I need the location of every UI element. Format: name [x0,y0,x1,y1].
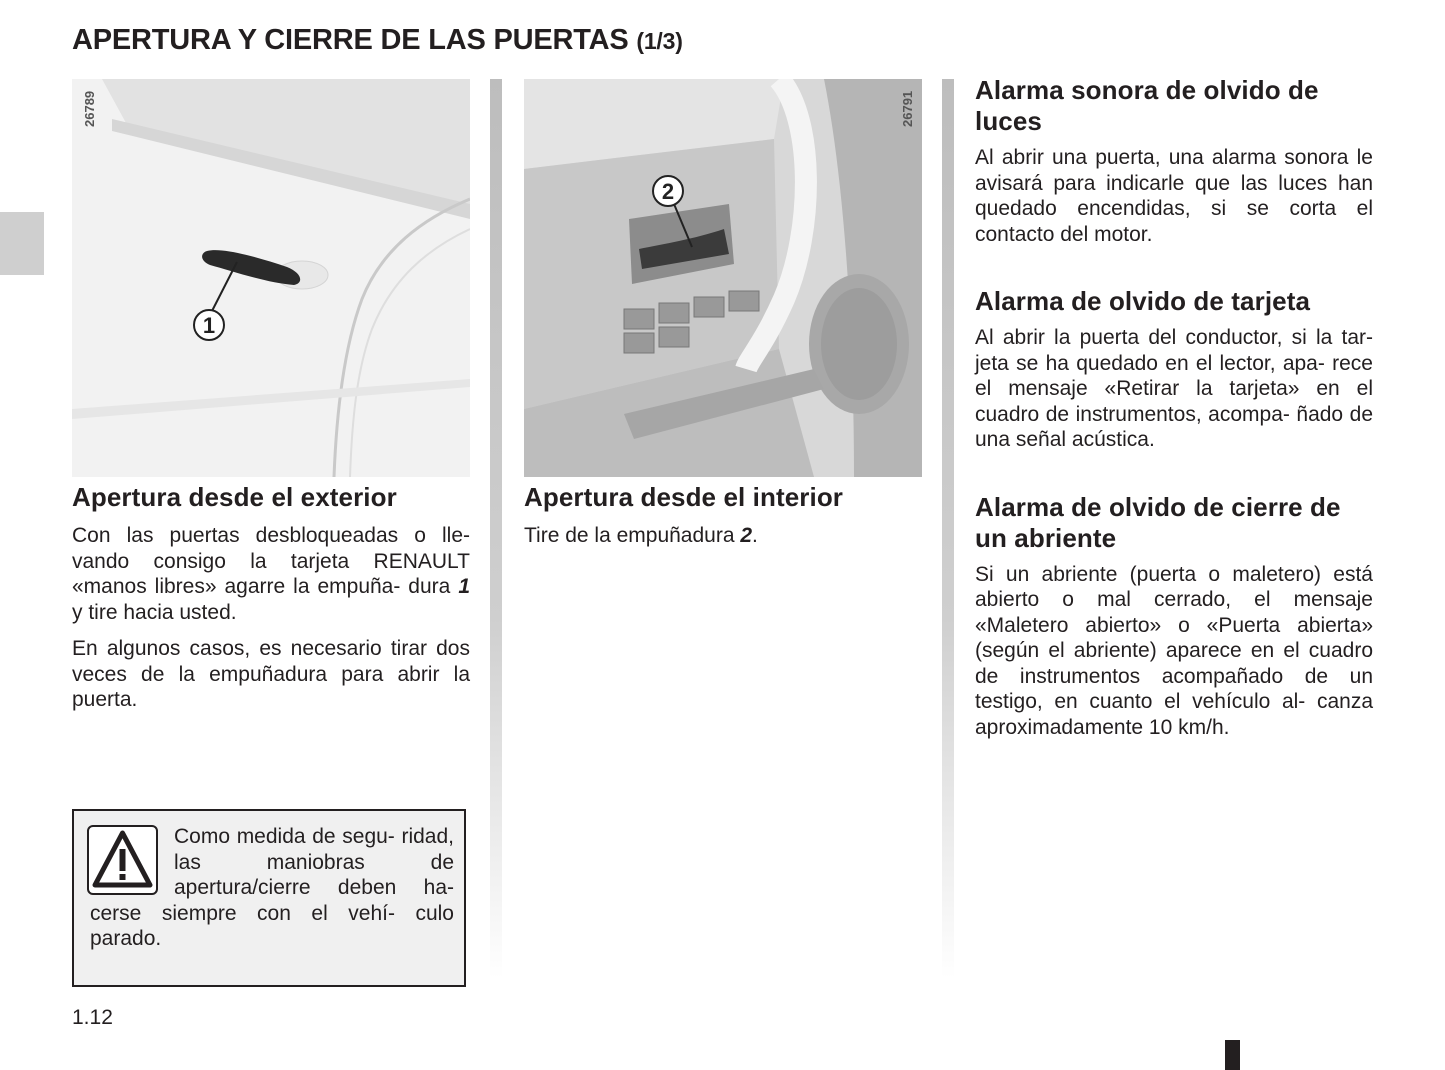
section-heading: Alarma de olvido de cierre de un abriente [975,491,1341,553]
paragraph-text: Con las puertas desbloqueadas o lle- vando consigo la tarjeta RENAULT «manos libres» agarre la empuña- dura [72,524,470,598]
warning-text-block [90,824,454,952]
exterior-opening-section [72,482,470,713]
column-divider [942,79,954,979]
icon-spacer [90,824,174,900]
handle-reference: 2 [740,524,753,547]
alarm-section [975,492,1373,741]
exterior-door-photo [72,79,470,477]
figure-ref-number: 26789 [82,90,97,127]
page-title-text: APERTURA Y CIERRE DE LAS PUERTAS [72,24,629,56]
page-number: 1.12 [72,1006,113,1029]
alarm-section [975,75,1373,247]
page-title [72,24,683,57]
section-heading: Alarma sonora de olvido de luces [975,75,1319,136]
column-divider [490,79,502,979]
section-heading: Apertura desde el interior [524,482,844,512]
section-paragraph: Al abrir la puerta del conductor, si la tar- jeta se ha quedado en el lector, apa- rece el mensaje «Retirar la tarjeta» en el cuadro de instrumentos, acompa- ñado de una señal acústica. [975,326,1373,451]
handle-reference: 1 [458,575,470,598]
callout-1: 1 [202,313,216,338]
section-paragraph [72,523,470,625]
interior-door-illustration [524,79,922,477]
alarms-column [975,75,1373,761]
paragraph-text: Tire de la empuñadura [524,524,741,547]
figure-ref-number: 26791 [900,90,915,127]
alarm-section [975,286,1373,453]
section-paragraph: Si un abriente (puerta o maletero) está abierto o mal cerrado, el mensaje «Maletero abierto» o «Puerta abierta» (según el abriente) aparece en el cuadro de instrumentos acompañado de un testigo, en cuanto el vehículo al- canza aproximadamente 10 km/h. [975,562,1373,739]
page-part-indicator: (1/3) [636,28,683,54]
paragraph-text: y tire hacia usted. [72,600,237,624]
section-paragraph: Al abrir una puerta, una alarma sonora le avisará para indicarle que las luces han quedado encendidas, si se corta el contacto del motor. [975,146,1373,246]
page-edge-mark [1225,1040,1240,1070]
section-paragraph [524,523,922,549]
safety-warning-box [72,809,466,987]
section-heading: Alarma de olvido de tarjeta [975,286,1311,316]
warning-text: Como medida de segu- ridad, las maniobras de apertura/cierre deben ha- cerse siempre con el vehí- culo parado. [90,825,454,950]
section-paragraph: En algunos casos, es necesario tirar dos veces de la empuñadura para abrir la puerta. [72,637,470,711]
section-heading: Apertura desde el exterior [72,482,397,512]
interior-door-photo [524,79,922,477]
chapter-tab-marker [0,212,44,275]
callout-2: 2 [661,179,675,204]
exterior-door-illustration [72,79,470,477]
interior-opening-section [524,482,922,549]
paragraph-text: . [752,524,758,547]
